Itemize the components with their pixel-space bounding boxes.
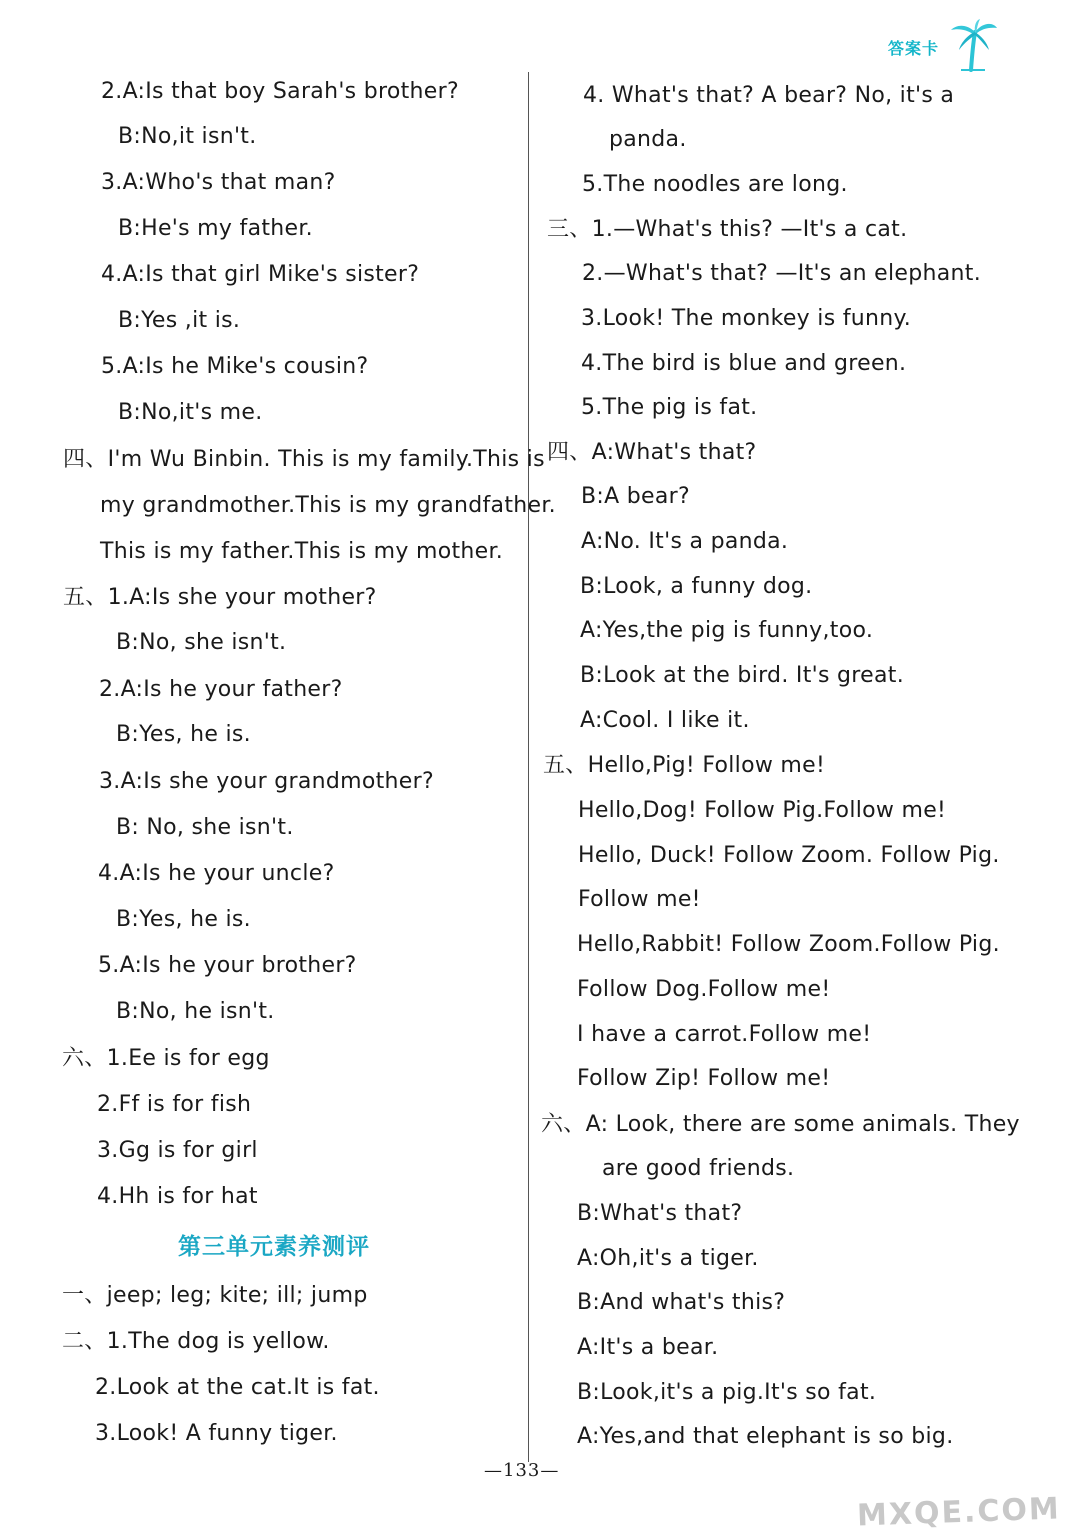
right-line: B:A bear?	[581, 484, 690, 509]
left-line: 4.A:Is that girl Mike's sister?	[101, 262, 420, 287]
left-line: B:Yes, he is.	[116, 907, 251, 932]
right-line: A:Oh,it's a tiger.	[577, 1246, 759, 1271]
left-line: B:No, she isn't.	[116, 630, 287, 655]
column-divider	[528, 72, 529, 1462]
right-line: B:Look at the bird. It's great.	[580, 663, 904, 688]
page-number: —133—	[484, 1460, 560, 1481]
left-line: 3.Look! A funny tiger.	[95, 1421, 338, 1446]
left-line: 2.A:Is he your father?	[99, 677, 343, 702]
left-line: B:He's my father.	[118, 216, 313, 241]
right-line: 三、1.—What's this? —It's a cat.	[547, 217, 908, 242]
left-line: 2.Look at the cat.It is fat.	[95, 1375, 380, 1400]
right-line: A:Yes,and that elephant is so big.	[577, 1424, 954, 1449]
right-line: 4.The bird is blue and green.	[581, 351, 907, 376]
header-label: 答案卡	[887, 38, 939, 58]
left-line: B:Yes, he is.	[116, 722, 251, 747]
left-line: 3.A:Who's that man?	[101, 170, 336, 195]
right-line: A:Yes,the pig is funny,too.	[580, 618, 874, 643]
left-line: 四、I'm Wu Binbin. This is my family.This is	[63, 447, 545, 472]
right-line: B:Look,it's a pig.It's so fat.	[577, 1380, 877, 1405]
left-line: 3.Gg is for girl	[97, 1138, 258, 1163]
left-line: B:No,it's me.	[118, 400, 263, 425]
right-line: 四、A:What's that?	[547, 440, 757, 465]
left-line: This is my father.This is my mother.	[100, 539, 504, 564]
left-line: my grandmother.This is my grandfather.	[100, 493, 556, 518]
right-line: 六、A: Look, there are some animals. They	[541, 1112, 1020, 1137]
right-line: panda.	[609, 127, 687, 152]
left-line: B:Yes ,it is.	[118, 308, 241, 333]
right-line: 5.The noodles are long.	[582, 172, 848, 197]
left-line: 4.Hh is for hat	[97, 1184, 258, 1209]
right-line: Hello, Duck! Follow Zoom. Follow Pig.	[578, 843, 1000, 868]
watermark-logo: MXQE.COM	[856, 1491, 1062, 1534]
left-line: 3.A:Is she your grandmother?	[99, 769, 434, 794]
palm-tree-icon	[947, 18, 999, 76]
right-line: B:What's that?	[577, 1201, 743, 1226]
right-line: Follow Zip! Follow me!	[577, 1066, 831, 1091]
right-line: Follow Dog.Follow me!	[577, 977, 831, 1002]
right-line: A:No. It's a panda.	[581, 529, 789, 554]
left-line: 五、1.A:Is she your mother?	[63, 585, 377, 610]
left-line: 2.Ff is for fish	[97, 1092, 252, 1117]
right-line: B:And what's this?	[577, 1290, 786, 1315]
right-line: Follow me!	[578, 887, 701, 912]
right-line: 3.Look! The monkey is funny.	[581, 306, 911, 331]
left-line: 4.A:Is he your uncle?	[98, 861, 335, 886]
right-line: A:Cool. I like it.	[580, 708, 750, 733]
right-line: A:It's a bear.	[577, 1335, 719, 1360]
left-line: 一、jeep; leg; kite; ill; jump	[62, 1283, 368, 1308]
right-line: I have a carrot.Follow me!	[577, 1022, 872, 1047]
left-line: B:No, he isn't.	[116, 999, 275, 1024]
right-line: 五、Hello,Pig! Follow me!	[543, 753, 826, 778]
left-line: B:No,it isn't.	[118, 124, 257, 149]
left-line: 二、1.The dog is yellow.	[62, 1329, 330, 1354]
right-line: Hello,Rabbit! Follow Zoom.Follow Pig.	[577, 932, 1000, 957]
left-line: 5.A:Is he your brother?	[98, 953, 357, 978]
right-line: Hello,Dog! Follow Pig.Follow me!	[578, 798, 947, 823]
left-line: 六、1.Ee is for egg	[62, 1046, 270, 1071]
right-line: 5.The pig is fat.	[581, 395, 758, 420]
right-line: 4. What's that? A bear? No, it's a	[583, 83, 955, 108]
right-line: are good friends.	[602, 1156, 795, 1181]
right-line: 2.—What's that? —It's an elephant.	[582, 261, 982, 286]
page-header	[888, 18, 999, 76]
left-line: 5.A:Is he Mike's cousin?	[101, 354, 369, 379]
section-title: 第三单元素养测评	[178, 1234, 370, 1260]
right-line: B:Look, a funny dog.	[580, 574, 813, 599]
left-line: 2.A:Is that boy Sarah's brother?	[101, 79, 459, 104]
left-line: B: No, she isn't.	[116, 815, 294, 840]
